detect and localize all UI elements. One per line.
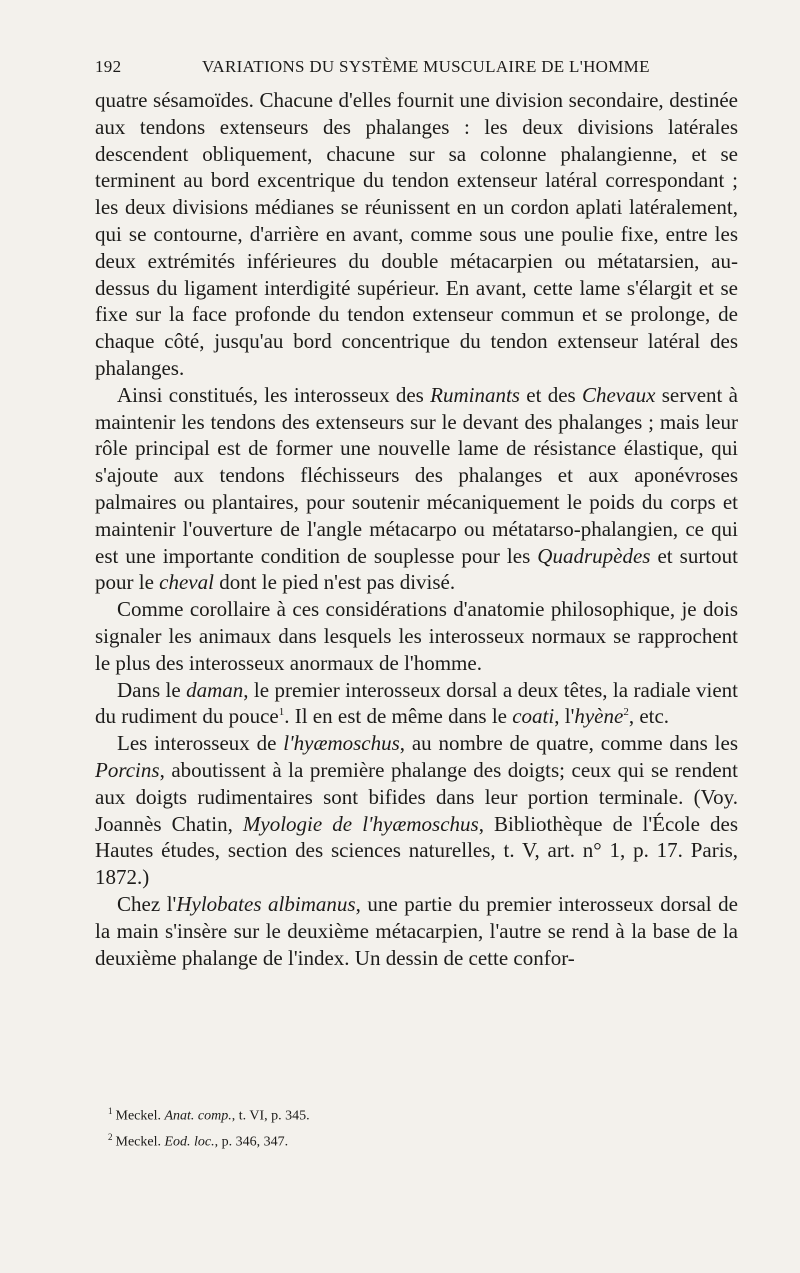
footnotes xyxy=(108,1101,738,1152)
italic-term: Porcins xyxy=(95,757,160,782)
italic-term: hyène xyxy=(574,704,624,729)
text-run: et surtout pour le xyxy=(95,543,738,595)
italic-term: cheval xyxy=(159,570,214,595)
footnote-author: Meckel. xyxy=(115,1108,165,1124)
italic-term: Hylobates albimanus xyxy=(176,891,356,916)
paragraph-6 xyxy=(95,891,738,971)
text-run: , le premier interosseux dorsal a deux têtes, la radiale vient du rudiment du pouce xyxy=(95,677,738,729)
text-run: dont le pied n'est pas divisé. xyxy=(213,570,456,595)
paragraph-2 xyxy=(95,382,738,596)
footnote-mark: 2 xyxy=(108,1131,113,1142)
text-run: , aboutissent à la première phalange des doigts; ceux qui se rendent aux doigts rudimentaires sont bifides dans leur portion terminale. (Voy. Joannès Chatin, xyxy=(95,757,738,836)
running-title: VARIATIONS DU SYSTÈME MUSCULAIRE DE L'HOMME xyxy=(202,57,650,76)
footnote-title: Anat. comp. xyxy=(164,1108,232,1124)
footnote-ref: 1 xyxy=(278,706,285,719)
footnote-mark: 1 xyxy=(108,1106,113,1116)
text-run: et des xyxy=(519,382,582,407)
text-run: . Il en est de même dans le xyxy=(284,704,513,729)
text-run: Dans le xyxy=(117,677,187,702)
paragraph-3: Comme corollaire à ces considérations d'anatomie philosophique, je dois signaler les animaux dans lesquels les interosseux normaux se rapprochent le plus des interosseux anormaux de l'homme. xyxy=(95,597,738,675)
italic-term: l'hyæmoschus xyxy=(283,731,400,756)
italic-term: Quadrupèdes xyxy=(537,543,651,568)
paragraph-1: quatre sésamoïdes. Chacune d'elles fournit une division secondaire, destinée aux tendons extenseurs des phalanges : les deux divisions latérales descendent obliquement, chacune sur sa colonne phalangienne, et se terminent au bord excentrique du tendon extenseur latéral correspondant ; les deux divisions médianes se réunissent en un cordon aplati latéralement, qui se contourne, d'arrière en avant, comme sous une poulie fixe, entre les deux extrémités inférieures du double métacarpien ou métatarsien, au-dessus du ligament interdigité supérieur. En avant, cette lame s'élargit et se fixe sur la face profonde du tendon extenseur commun et se prolonge, de chaque côté, jusqu'au bord concentrique du tendon extenseur latéral des phalanges. xyxy=(95,88,738,380)
footnote-1 xyxy=(108,1101,738,1127)
body-text xyxy=(95,87,738,971)
italic-term: daman xyxy=(186,677,244,702)
text-run: , l' xyxy=(554,704,575,729)
footnote-rest: , p. 346, 347. xyxy=(214,1134,289,1150)
footnote-ref: 2 xyxy=(623,706,629,719)
paragraph-5 xyxy=(95,730,738,891)
text-run: , au nombre de quatre, comme dans les xyxy=(399,731,739,756)
text-run: servent à maintenir les tendons des extenseurs sur le devant des phalanges ; mais leur rôle principal est de former une nouvelle lame de résistance élastique, qui s'ajoute aux tendons fléchisseurs des phalanges et aux aponévroses palmaires ou plantaires, pour soutenir mécaniquement le poids du corps et maintenir l'ouverture de l'angle métacarpo ou métatarso-phalangien, ce qui est une importante condition de souplesse pour les xyxy=(95,382,738,568)
footnote-author: Meckel. xyxy=(115,1134,165,1150)
text-run: , Bibliothèque de l'École des Hautes études, section des sciences naturelles, t. V, art. n° 1, p. 17. Paris, 1872.) xyxy=(95,811,738,890)
italic-term: Myologie de l'hyæmoschus xyxy=(242,811,479,836)
footnote-2 xyxy=(108,1127,738,1153)
text-run: , une partie du premier interosseux dorsal de la main s'insère sur le deuxième métacarpien, l'autre se rend à la base de la deuxième phalange de l'index. Un dessin de cette confor- xyxy=(95,891,739,970)
page-number: 192 xyxy=(95,57,122,76)
italic-term: Ruminants xyxy=(430,382,520,407)
text-run: Les interosseux de xyxy=(117,731,284,756)
text-run: Chez l' xyxy=(117,891,177,916)
text-run: Ainsi constitués, les interosseux des xyxy=(117,382,431,407)
paragraph-4 xyxy=(95,677,738,731)
italic-term: Chevaux xyxy=(581,382,656,407)
text-run: , etc. xyxy=(628,704,670,729)
footnote-rest: , t. VI, p. 345. xyxy=(231,1108,310,1124)
italic-term: coati xyxy=(512,704,555,729)
footnote-title: Eod. loc. xyxy=(164,1134,215,1150)
